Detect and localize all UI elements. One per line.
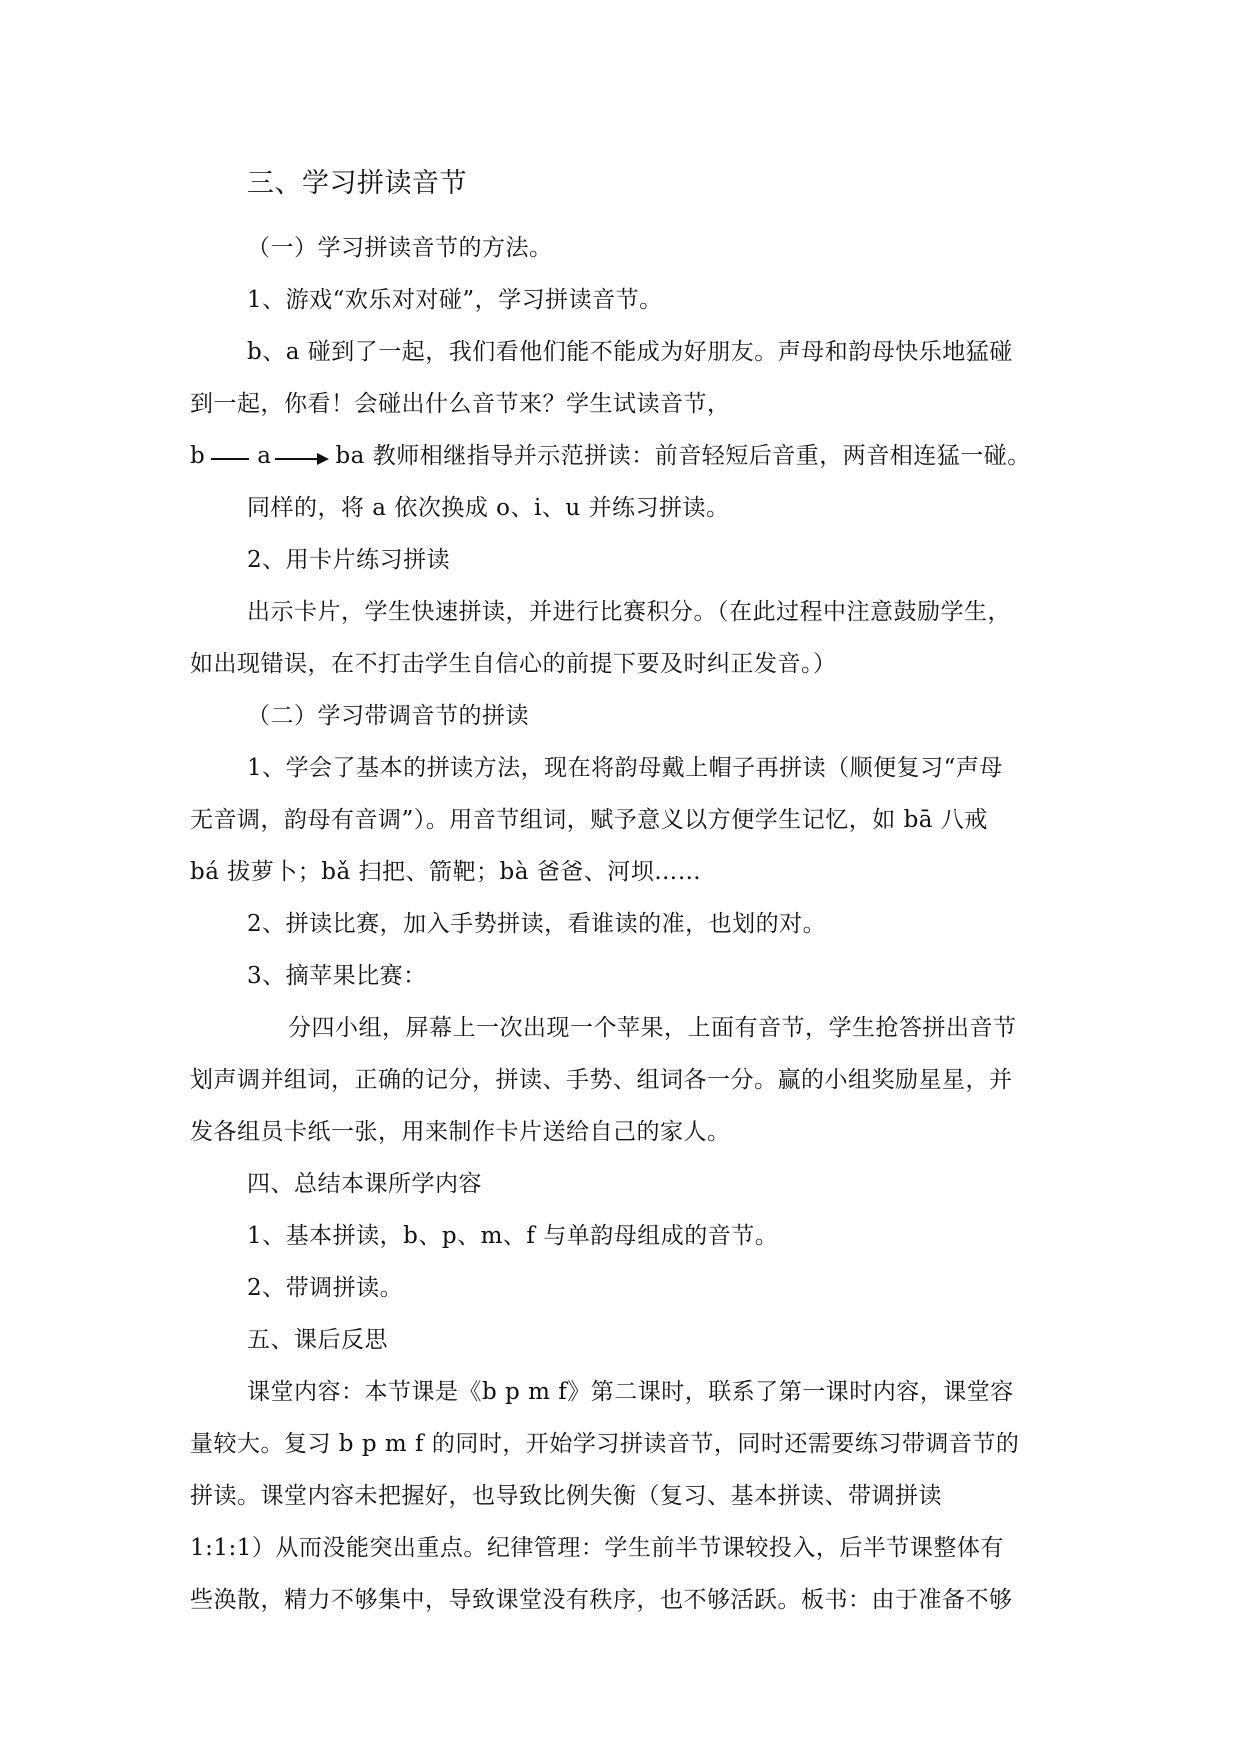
paragraph-apple: 3、摘苹果比赛： [247,963,427,989]
paragraph-groups-line1: 分四小组，屏幕上一次出现一个苹果，上面有音节，学生抢答拼出音节 [288,1015,1017,1041]
spelling-arrow-line [190,441,1070,471]
paragraph-reflection-line2: 量较大。复习 b p m f 的同时，开始学习拼读音节，同时还需要练习带调音节的 [190,1431,1020,1457]
paragraph-replace: 同样的，将 a 依次换成 o、i、u 并练习拼读。 [247,495,730,521]
paragraph-groups-line3: 发各组员卡纸一张，用来制作卡片送给自己的家人。 [190,1119,731,1145]
arrow-result-text: ba 教师相继指导并示范拼读：前音轻短后音重，两音相连猛一碰。 [335,443,1031,469]
paragraph-tones-line3: bá 拔萝卜；bǎ 扫把、箭靶；bà 爸爸、河坝…… [190,859,702,885]
paragraph-groups-line2: 划声调并组词，正确的记分，拼读、手势、组词各一分。赢的小组奖励星星，并 [190,1067,1013,1093]
paragraph-cards: 2、用卡片练习拼读 [247,547,451,573]
paragraph-tones-line2: 无音调，韵母有音调”）。用音节组词，赋予意义以方便学生记忆，如 bā 八戒 [190,807,988,833]
paragraph-reflection-line1: 课堂内容：本节课是《b p m f》第二课时，联系了第一课时内容，课堂容 [247,1379,1014,1405]
paragraph-game: 1、游戏“欢乐对对碰”，学习拼读音节。 [247,287,663,313]
letter-b: b [190,443,206,469]
dash-line [211,458,249,460]
letter-a: a [257,443,272,469]
paragraph-collide-line2: 到一起，你看！会碰出什么音节来？学生试读音节， [190,391,731,417]
paragraph-basic: 1、基本拼读，b、p、m、f 与单韵母组成的音节。 [247,1223,779,1249]
subheading-tones: （二）学习带调音节的拼读 [247,703,529,729]
paragraph-tones-line1: 1、学会了基本的拼读方法，现在将韵母戴上帽子再拼读（顺便复习“声母 [247,755,1003,781]
section-heading-3: 三、学习拼读音节 [247,168,467,199]
paragraph-show-cards-line2: 如出现错误，在不打击学生自信心的前提下要及时纠正发音。） [190,651,837,677]
arrow-icon [275,453,329,465]
paragraph-collide-line1: b、a 碰到了一起，我们看他们能不能成为好朋友。声母和韵母快乐地猛碰 [247,339,1013,365]
section-heading-4: 四、总结本课所学内容 [247,1171,482,1197]
paragraph-contest: 2、拼读比赛，加入手势拼读，看谁读的准，也划的对。 [247,911,827,937]
paragraph-reflection-line3: 拼读。课堂内容未把握好，也导致比例失衡（复习、基本拼读、带调拼读 [190,1483,942,1509]
paragraph-reflection-line5: 些涣散，精力不够集中，导致课堂没有秩序，也不够活跃。板书：由于准备不够 [190,1587,1013,1613]
section-heading-5: 五、课后反思 [247,1327,388,1353]
paragraph-reflection-line4: 1:1:1）从而没能突出重点。纪律管理：学生前半节课较投入，后半节课整体有 [190,1535,1004,1561]
subheading-method: （一）学习拼读音节的方法。 [247,235,553,261]
paragraph-tonal: 2、带调拼读。 [247,1275,404,1301]
paragraph-show-cards-line1: 出示卡片，学生快速拼读，并进行比赛积分。（在此过程中注意鼓励学生， [247,599,1011,625]
